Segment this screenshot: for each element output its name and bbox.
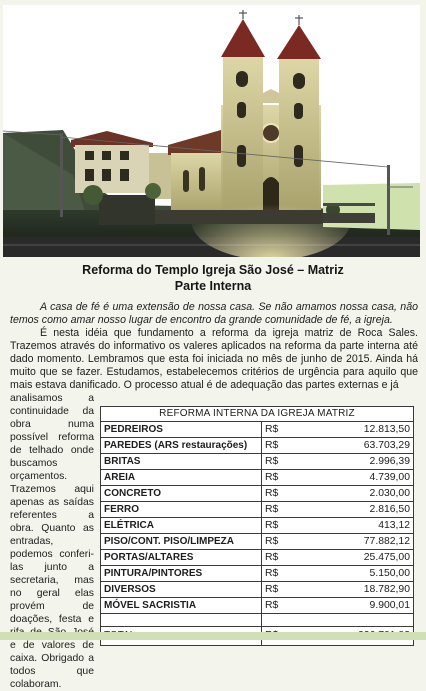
spacer-cell: [262, 614, 291, 627]
currency-symbol: R$: [262, 534, 291, 550]
currency-symbol: R$: [262, 518, 291, 534]
expense-value: 63.703,29: [290, 438, 414, 454]
expense-item: PINTURA/PINTORES: [101, 566, 262, 582]
expense-item: PAREDES (ARS restaurações): [101, 438, 262, 454]
expense-item: DIVERSOS: [101, 582, 262, 598]
currency-symbol: R$: [262, 566, 291, 582]
church-photo: [3, 5, 420, 257]
side-paragraph: analisamos a continuidade da obra numa possível reforma de telhado onde buscamos orçamentos. Trazemos aqui apenas as saídas referentes a obra. Quanto as entradas, podemos conferi-las junto a secretaria, mas no geral elas provém de doações, festa e e de valores de caixa. Obrigado a todos que colaboram.: [10, 393, 94, 690]
expense-value: 2.030,00: [290, 486, 414, 502]
expense-item: BRITAS: [101, 454, 262, 470]
table-row: [101, 534, 414, 550]
expense-item: ELÉTRICA: [101, 518, 262, 534]
expense-item: MÓVEL SACRISTIA: [101, 598, 262, 614]
article-body: [10, 327, 418, 392]
article-subtitle: Parte Interna: [174, 279, 252, 293]
table-row: [101, 518, 414, 534]
article-headline: [0, 262, 426, 294]
expense-value: 77.882,12: [290, 534, 414, 550]
expense-item: AREIA: [101, 470, 262, 486]
currency-symbol: R$: [262, 470, 291, 486]
table-header: REFORMA INTERNA DA IGREJA MATRIZ: [101, 407, 414, 422]
currency-symbol: R$: [262, 582, 291, 598]
table-row: [101, 566, 414, 582]
currency-symbol: R$: [262, 486, 291, 502]
lead-paragraph: A casa de fé é uma extensão de nossa casa. Se não amamos nossa casa, não temos como amar nosso lugar de encontro da grande comunidade de fé, a igreja.: [10, 301, 418, 326]
table-row: [101, 486, 414, 502]
expense-item: FERRO: [101, 502, 262, 518]
currency-symbol: R$: [262, 422, 291, 438]
expense-value: 2.996,39: [290, 454, 414, 470]
article-side-column: [10, 392, 94, 691]
expense-value: 18.782,90: [290, 582, 414, 598]
expense-value: 2.816,50: [290, 502, 414, 518]
expense-value: 12.813,50: [290, 422, 414, 438]
page-bottom-strip: [0, 632, 426, 640]
expense-value: 413,12: [290, 518, 414, 534]
currency-symbol: R$: [262, 550, 291, 566]
article-lead: [10, 301, 418, 327]
table-row: [101, 582, 414, 598]
expense-item: PORTAS/ALTARES: [101, 550, 262, 566]
expense-item: PISO/CONT. PISO/LIMPEZA: [101, 534, 262, 550]
table-row: [101, 470, 414, 486]
table-row: [101, 422, 414, 438]
expense-item: CONCRETO: [101, 486, 262, 502]
currency-symbol: R$: [262, 598, 291, 614]
table-row: [101, 454, 414, 470]
table-spacer-row: [101, 614, 414, 627]
currency-symbol: R$: [262, 454, 291, 470]
table-body: [101, 422, 414, 646]
spacer-cell: [290, 614, 414, 627]
renovation-cost-table: [100, 406, 414, 646]
body-paragraph: É nesta idéia que fundamento a reforma da igreja matriz de Roca Sales. Trazemos através do informativo os valeres aplicados na reforma da parte interna até dado momento. Lembramos que esta foi iniciada no mês de junho de 2015. Ainda há muito que se fazer. Estudamos, estabelecemos critérios de urgência para aquilo que mais estava danificado. O processo atual é de adequação das partes externas e já: [10, 327, 418, 391]
currency-symbol: R$: [262, 502, 291, 518]
currency-symbol: R$: [262, 438, 291, 454]
table-header-row: [101, 407, 414, 422]
expense-value: 4.739,00: [290, 470, 414, 486]
table-row: [101, 550, 414, 566]
spacer-cell: [101, 614, 262, 627]
expense-value: 25.475,00: [290, 550, 414, 566]
expense-value: 9.900,01: [290, 598, 414, 614]
expense-value: 5.150,00: [290, 566, 414, 582]
table-row: [101, 502, 414, 518]
article-title: Reforma do Templo Igreja São José – Matriz: [82, 263, 344, 277]
table-row: [101, 598, 414, 614]
expense-item: PEDREIROS: [101, 422, 262, 438]
table-row: [101, 438, 414, 454]
